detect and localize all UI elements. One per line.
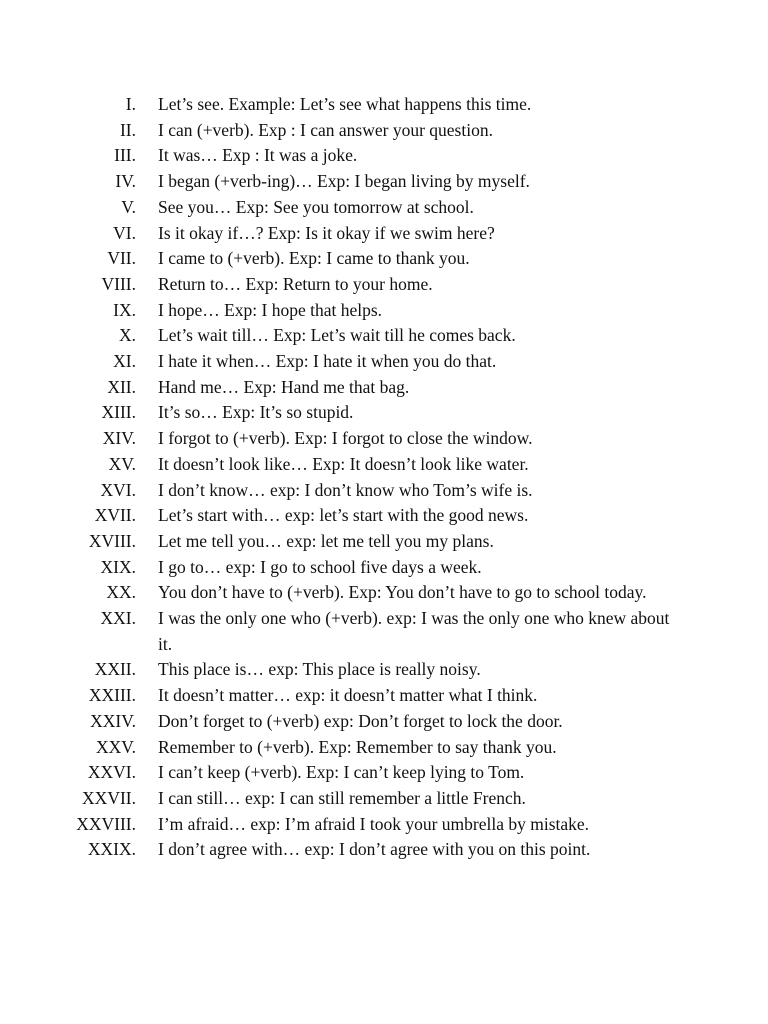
list-item-number: XI.: [113, 351, 136, 372]
list-item-number: XXII.: [94, 659, 136, 680]
list-item-number: XXVII.: [82, 787, 136, 808]
list-item-number: XX.: [106, 582, 136, 603]
list-item: [0, 786, 768, 812]
list-item-number: XVI.: [100, 479, 136, 500]
list-item-number: XVIII.: [88, 530, 136, 551]
list-item: [0, 683, 768, 709]
list-item: [0, 272, 768, 298]
list-item-text: Let’s start with… exp: let’s start with the good news.: [158, 505, 529, 526]
list-item-text: This place is… exp: This place is really noisy.: [158, 659, 481, 680]
list-item-text: Remember to (+verb). Exp: Remember to say thank you.: [158, 736, 557, 757]
list-item-number: I.: [125, 94, 136, 114]
list-item: [0, 246, 768, 272]
list-item: [0, 452, 768, 478]
list-item-text: Don’t forget to (+verb) exp: Don’t forget to lock the door.: [158, 710, 563, 731]
list-item: [0, 709, 768, 735]
list-item-text: You don’t have to (+verb). Exp: You don’t have to go to school today.: [158, 582, 647, 603]
list-item-text: See you… Exp: See you tomorrow at school.: [158, 196, 474, 217]
list-item-number: XIX.: [100, 556, 136, 577]
list-item: [0, 195, 768, 221]
list-item: [0, 143, 768, 169]
list-item: [0, 657, 768, 683]
list-item-number: VII.: [107, 248, 136, 269]
list-item-text: I don’t agree with… exp: I don’t agree with you on this point.: [158, 839, 591, 860]
list-item-text: I began (+verb-ing)… Exp: I began living by myself.: [158, 171, 530, 192]
list-item-text: I forgot to (+verb). Exp: I forgot to close the window.: [158, 428, 533, 449]
list-item-text: I can’t keep (+verb). Exp: I can’t keep lying to Tom.: [158, 762, 525, 783]
list-item-text: It’s so… Exp: It’s so stupid.: [158, 402, 354, 423]
list-item: [0, 529, 768, 555]
list-item-number: XIV.: [102, 428, 136, 449]
list-item-number: VI.: [113, 222, 136, 243]
list-item: [0, 606, 768, 657]
list-item: [0, 555, 768, 581]
list-item-number: XXIV.: [90, 710, 136, 731]
list-item-number: XXIX.: [87, 839, 136, 860]
list-item: [0, 118, 768, 144]
list-item-text: Let me tell you… exp: let me tell you my plans.: [158, 530, 494, 551]
list-item: [0, 503, 768, 529]
list-item-text: Hand me… Exp: Hand me that bag.: [158, 376, 410, 397]
list-item: [0, 400, 768, 426]
list-item-number: XXVIII.: [76, 813, 136, 834]
list-item-text: It doesn’t matter… exp: it doesn’t matter what I think.: [158, 685, 538, 706]
list-item-number: XXIII.: [88, 685, 136, 706]
list-item-text: I can (+verb). Exp : I can answer your question.: [158, 119, 493, 140]
list-item-text: I was the only one who (+verb). exp: I was the only one who knew about it.: [158, 608, 670, 654]
list-item-number: XXVI.: [87, 762, 136, 783]
list-item-text: I hate it when… Exp: I hate it when you do that.: [158, 351, 497, 372]
list-item-number: V.: [121, 196, 136, 217]
list-item-text: It was… Exp : It was a joke.: [158, 145, 358, 166]
list-item-text: Let’s wait till… Exp: Let’s wait till he comes back.: [158, 325, 516, 346]
list-item-number: VIII.: [101, 273, 136, 294]
list-item: [0, 478, 768, 504]
list-item: [0, 760, 768, 786]
list-item: [0, 426, 768, 452]
list-item-text: Let’s see. Example: Let’s see what happens this time.: [158, 94, 532, 114]
list-item-number: XXV.: [95, 736, 136, 757]
list-item-number: III.: [114, 145, 136, 166]
list-item: [0, 323, 768, 349]
list-item-text: I go to… exp: I go to school five days a week.: [158, 556, 482, 577]
list-item: [0, 580, 768, 606]
list-item: [0, 221, 768, 247]
list-item-number: XIII.: [101, 402, 136, 423]
list-item-number: IX.: [113, 299, 136, 320]
list-item: [0, 349, 768, 375]
list-item: [0, 169, 768, 195]
list-item-text: I hope… Exp: I hope that helps.: [158, 299, 383, 320]
list-item-text: I came to (+verb). Exp: I came to thank you.: [158, 248, 470, 269]
list-item-number: XV.: [108, 453, 136, 474]
list-item: [0, 837, 768, 863]
list-item-text: I’m afraid… exp: I’m afraid I took your umbrella by mistake.: [158, 813, 590, 834]
list-item-number: IV.: [115, 171, 136, 192]
list-item: [0, 375, 768, 401]
list-item-number: X.: [118, 325, 136, 346]
list-item: [0, 92, 768, 118]
list-item-text: Return to… Exp: Return to your home.: [158, 273, 433, 294]
phrase-list: [0, 92, 768, 863]
list-item-text: I don’t know… exp: I don’t know who Tom’s wife is.: [158, 479, 533, 500]
list-item: [0, 812, 768, 838]
list-item-number: XXI.: [100, 608, 136, 629]
list-item: [0, 735, 768, 761]
list-item-number: II.: [119, 119, 136, 140]
list-item-text: It doesn’t look like… Exp: It doesn’t look like water.: [158, 453, 529, 474]
list-item-number: XVII.: [94, 505, 136, 526]
list-item: [0, 298, 768, 324]
list-item-text: Is it okay if…? Exp: Is it okay if we swim here?: [158, 222, 495, 243]
list-item-text: I can still… exp: I can still remember a little French.: [158, 787, 526, 808]
list-item-number: XII.: [107, 376, 136, 397]
